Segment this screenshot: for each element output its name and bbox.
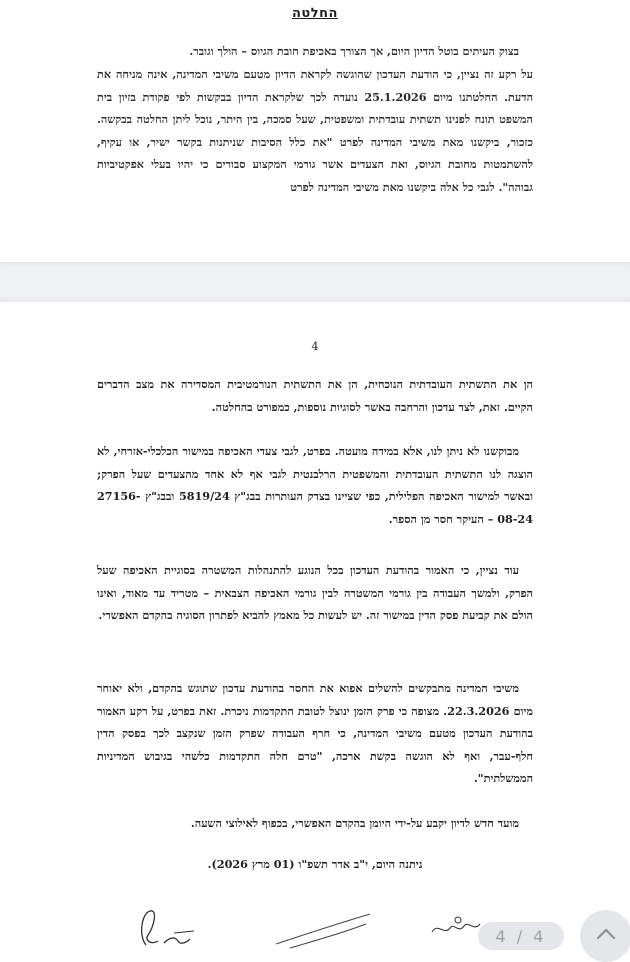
chevron-up-icon — [592, 920, 620, 948]
given-date-line: ניתנה היום, י"ב אדר תשפ"ו (01 מרץ 2026). — [207, 857, 423, 871]
page-indicator[interactable]: 4 / 4 — [478, 922, 564, 950]
bottom-paragraph-5: מועד חדש לדיון יקבע על-ידי היומן בהקדם האפשרי, בכפוף לאילוצי השעה. — [190, 816, 519, 830]
signature-left — [128, 905, 208, 950]
bottom-paragraph-3: עוד נציין, כי האמור בהודעת העדכון בכל הנוגע להתנהלות המשטרה בסוגיית האכיפה שעל הפרק, ולמשך העבודה בין גורמי המשטרה לבין גורמי האכיפה הצבאית – מטריד עד מאוד, ואינו הולם את קביעת פסק הדין במישור זה. יש לעשות כל מאמץ להביא לפתרון הסוגיה בהקדם האפשרי. — [97, 563, 533, 622]
page-separator — [0, 262, 630, 302]
bottom-paragraph-1: הן את התשתית העובדתית הנוכחית, הן את התשתית הנורמטיבית המסדירה את מצב הדברים הקיים. זאת, לצד עדכון והרחבה באשר לסוגיות נוספות, כמפורט בהחלטה. — [97, 377, 533, 414]
scroll-up-button[interactable] — [580, 910, 630, 962]
top-paragraph-1: בצוק העיתים בוטל הדיון היום, אך הצורך באכיפת חובת הגיוס – הולך וגובר. — [189, 44, 519, 58]
bottom-paragraph-4: משיבי המדינה מתבקשים להשלים אפוא את החסר בהודעת עדכון שתוגש בהקדם, ולא יאוחר מיום 22.3.2026. מצופה כי פרק הזמן ינוצל לטובת התקדמות ניכרת. זאת בפרט, על רקע האמור בהודעת העדכון מטעם משיבי המדינה, כי חרף העבודה שפרק הזמן שנקצב לכך בפסק הדין חלף-עבר, ואף לא הוגשה בקשת ארכה, "טרם חלה התקדמות כלשהי בגיבוש המדיניות הממשלתית". — [97, 681, 533, 785]
bottom-paragraph-2: מבוקשנו לא ניתן לנו, אלא במידה מועטה. בפרט, לגבי צעדי האכיפה במישור הכלכלי-אזרחי, לא הוצגה לנו התשתית העובדתית והמשפטית הרלבנטית לגבי אף לא אחד מהצעדים שעל הפרק; ובאשר למישור האכיפה הפלילית, כפי שציינו בצדק העותרות בבג"ץ 5819/24 ובבג"ץ 27156-08-24 – העיקר חסר מן הספר. — [97, 444, 533, 526]
page-number: 4 — [311, 340, 319, 353]
decision-heading: החלטה — [292, 6, 338, 21]
document-page-top — [0, 0, 630, 262]
signature-middle — [270, 908, 380, 950]
top-paragraph-2: על רקע זה נציין, כי הודעת העדכון שהוגשה לקראת הדיון מטעם משיבי המדינה, אינה מניחה את הדעת. החלטתנו מיום 25.1.2026 נועדה לכך שלקראת הדיון בבקשות לפי פקודת בזיון בית המשפט תונח לפנינו תשתית עובדתית ומשפטית, שעל סמכה, בין היתר, נוכל ליתן החלטה בבקשה. כזכור, ביקשנו מאת משיבי המדינה לפרט "את כלל הסיבות שניתנות בקשר ישיר, או עקיף, להשתמטות מחובת הגיוס, ואת הצעדים אשר גורמי המקצוע סבורים כי יהיו בעלי אפקטיביות גבוהה". לגבי כל אלה ביקשנו מאת משיבי המדינה לפרט — [97, 67, 533, 194]
